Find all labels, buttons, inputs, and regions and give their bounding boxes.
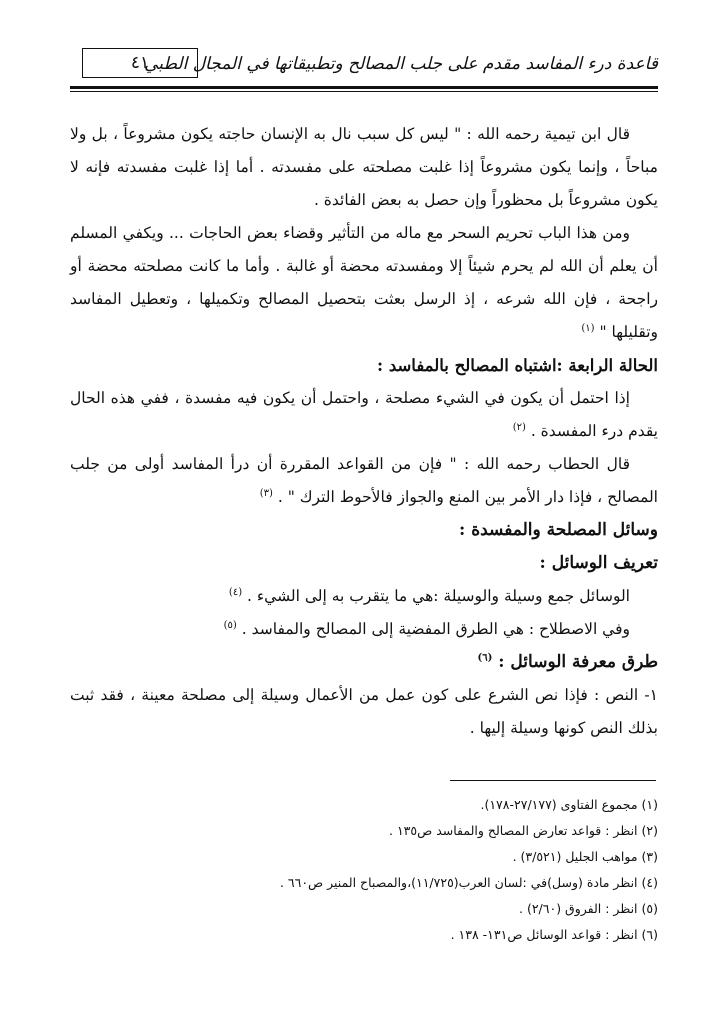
footnote-marker: (٦) [477,652,493,664]
paragraph-text: الوسائل جمع وسيلة والوسيلة :هي ما يتقرب به إلى الشيء . [247,587,630,605]
paragraph-definition-technical [70,613,658,646]
footnotes [70,792,658,948]
heading-fourth-case: الحالة الرابعة :اشتباه المصالح بالمفاسد : [376,356,658,375]
paragraph-sorcery [70,217,658,349]
paragraph-text: إذا احتمل أن يكون في الشيء مصلحة ، واحتمل أن يكون فيه مفسدة ، ففي هذه الحال يقدم درء المفسدة . [70,389,658,440]
footnote-4: (٤) انظر مادة (وسل)في :لسان العرب(١١/٧٢٥)،والمصباح المنير ص٦٦٠ . [279,875,658,890]
paragraph-definition-lexical [70,580,658,613]
paragraph-text-proof [70,679,658,745]
footnote-marker: (٢) [512,421,526,433]
footnote-marker: (١) [581,322,595,334]
footnote-3: (٣) مواهب الجليل (٣/٥٢١) . [512,849,658,864]
paragraph-ibn-taymiyya [70,118,658,217]
paragraph-hattab [70,448,658,514]
page-number: ٤١ [82,48,198,78]
footnote-5: (٥) انظر : الفروق (٢/٦٠) . [519,901,658,916]
footnote-marker: (٥) [223,619,237,631]
heading-definition: تعريف الوسائل : [539,553,658,573]
heading-means: وسائل المصلحة والمفسدة : [459,520,658,540]
body-text [70,118,658,745]
paragraph-text: ١- النص : فإذا نص الشرع على كون عمل من الأعمال وسيلة إلى مصلحة معينة ، فقد ثبت بذلك النص كونها وسيلة إليها . [70,686,658,737]
footnote-separator [450,780,656,781]
paragraph-text: ومن هذا الباب تحريم السحر مع ماله من التأثير وقضاء بعض الحاجات ... ويكفي المسلم أن يعلم أن الله لم يحرم شيئاً إلا ومفسدته محضة أو غالبة . وأما ما كانت مصلحته محضة أو راجحة ، فإن الله شرعه ، إذ الرسل بعثت بتحصيل المصالح وتكميلها ، وتعطيل المفاسد وتقليلها " [70,224,658,341]
page-header [70,40,658,92]
header-rule-thick [70,86,658,89]
heading-text: طرق معرفة الوسائل : [498,652,658,672]
footnote-2: (٢) انظر : قواعد تعارض المصالح والمفاسد ص١٣٥ . [389,823,658,838]
paragraph-text: قال الحطاب رحمه الله : " فإن من القواعد المقررة أن درأ المفاسد أولى من جلب المصالح ، فإذا دار الأمر بين المنع والجواز فالأحوط الترك " . [70,455,658,506]
footnote-6: (٦) انظر : قواعد الوسائل ص١٣١- ١٣٨ . [450,927,658,942]
footnote-1: (١) مجموع الفتاوى (٢٧/١٧٧-١٧٨). [480,797,658,812]
paragraph-uncertainty [70,382,658,448]
paragraph-text: قال ابن تيمية رحمه الله : " ليس كل سبب نال به الإنسان حاجته يكون مشروعاً ، بل ولا مباحاً ، وإنما يكون مشروعاً إذا غلبت مصلحته على مفسدته . أما إذا غلبت مفسدته فإنه لا يكون مشروعاً بل محظوراً وإن حصل به بعض الفائدة . [70,125,658,209]
footnote-marker: (٣) [259,487,273,499]
heading-methods [70,646,658,679]
paragraph-text: وفي الاصطلاح : هي الطرق المفضية إلى المصالح والمفاسد . [241,620,630,638]
header-rule-thin [70,91,658,92]
running-title: قاعدة درء المفاسد مقدم على جلب المصالح وتطبيقاتها في المجال الطبي [144,54,658,74]
footnote-marker: (٤) [228,586,243,598]
